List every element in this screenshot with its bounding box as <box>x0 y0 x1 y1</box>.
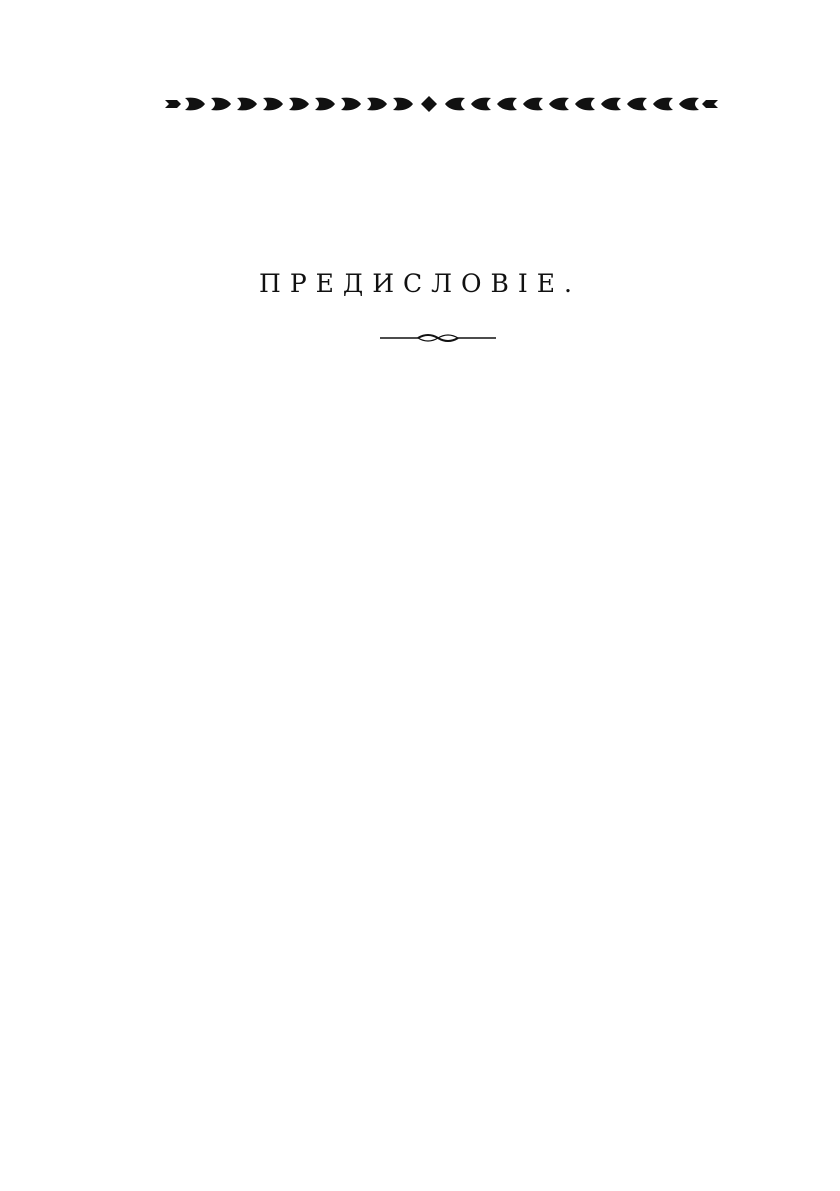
page-title: ПРЕДИСЛОВІЕ. <box>259 269 581 298</box>
divider-ornament-icon <box>378 330 498 346</box>
title-divider <box>378 330 498 346</box>
top-ornament-band <box>163 90 720 118</box>
ornament-icon <box>163 90 720 118</box>
